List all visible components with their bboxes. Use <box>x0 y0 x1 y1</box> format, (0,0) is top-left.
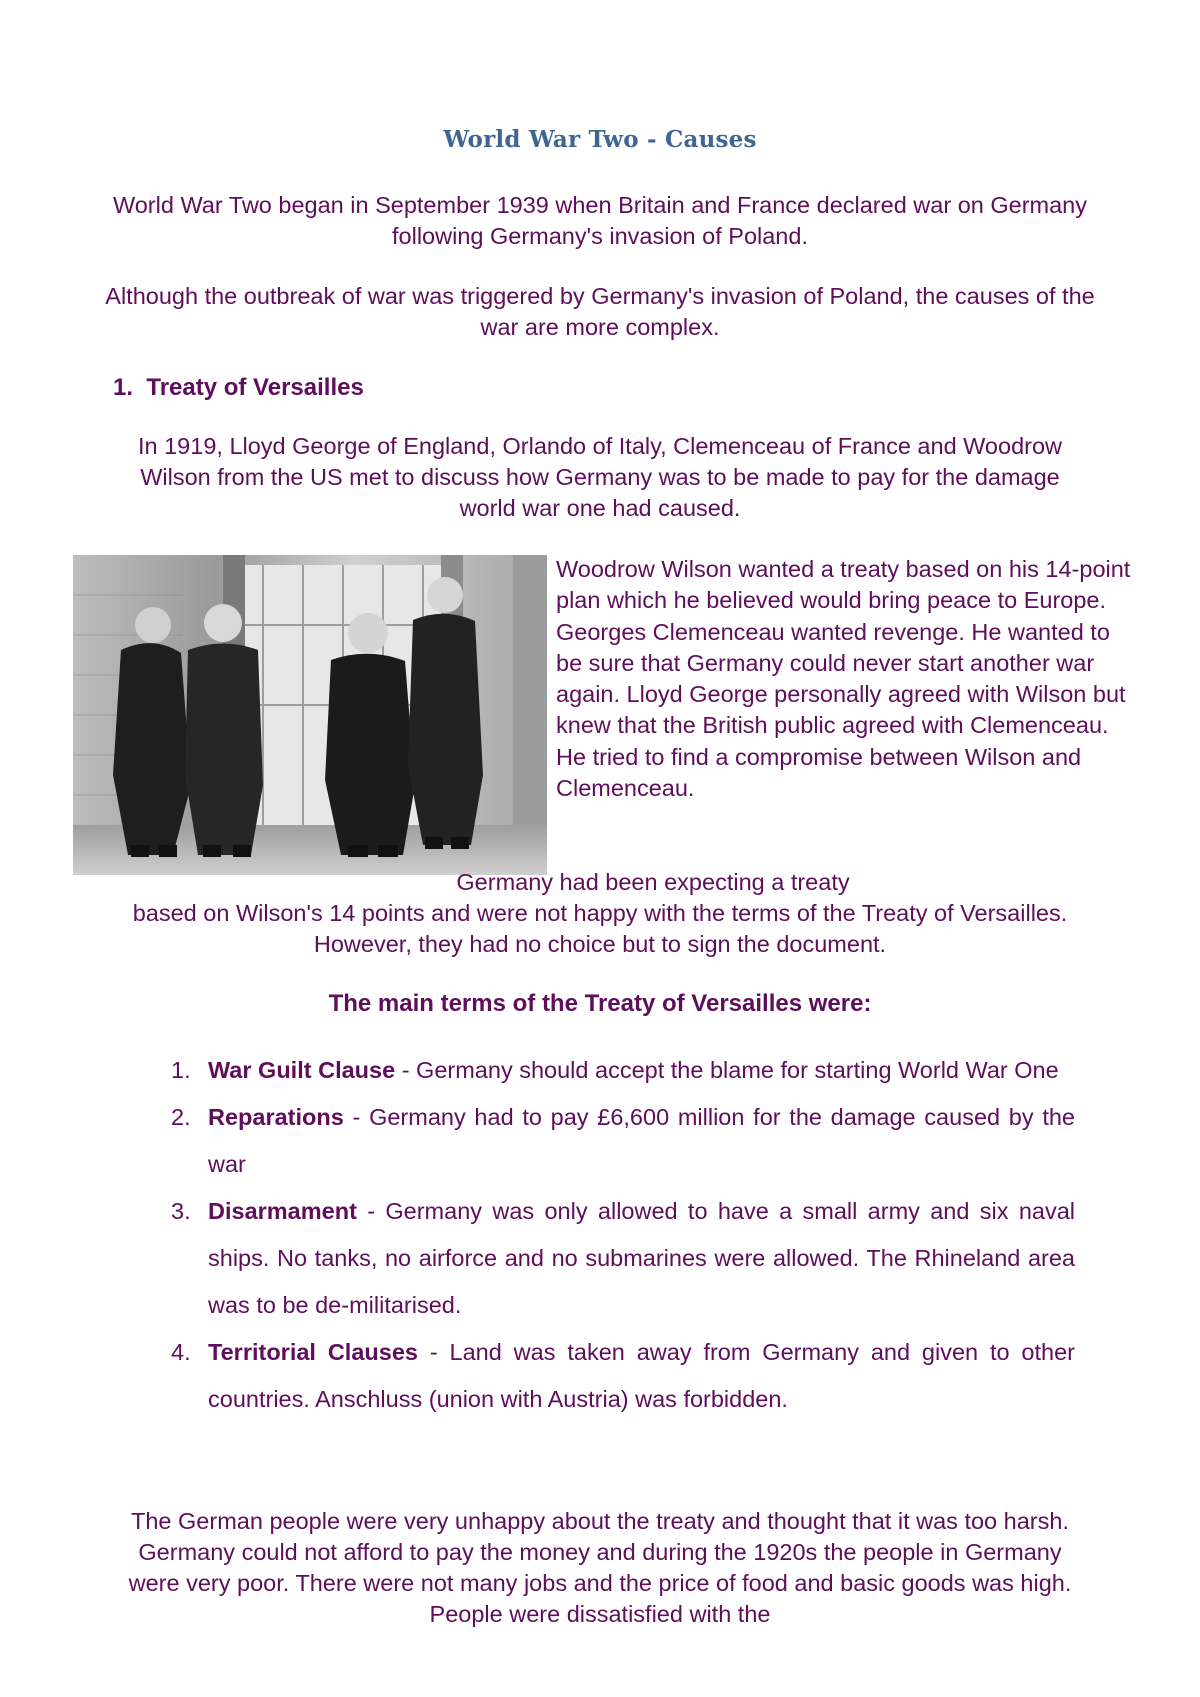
list-item <box>163 1188 1075 1329</box>
list-item-number: 4. <box>171 1339 191 1365</box>
term-name: War Guilt Clause <box>208 1057 396 1083</box>
terms-heading: The main terms of the Treaty of Versailles were: <box>328 990 872 1017</box>
term-name: Territorial Clauses <box>208 1339 418 1365</box>
page-title: World War Two - Causes <box>443 126 757 153</box>
list-item <box>163 1094 1075 1188</box>
wilson-clemenceau-paragraph: Woodrow Wilson wanted a treaty based on his 14-point plan which he believed would bring peace to Europe. Georges Clemenceau wanted revenge. He wanted to be sure that Germany could never start another war again. Lloyd George personally agreed with Wilson but knew that the British public agreed with Clemenceau. He tried to find a compromise between Wilson and Clemenceau. <box>556 556 1131 802</box>
treaty-terms-list <box>163 1047 1075 1423</box>
german-reaction-paragraph: The German people were very unhappy about the treaty and thought that it was too harsh. Germany could not afford to pay the money and during the 1920s the people in Germany were very poor. There were not many jobs and the price of food and basic goods was high. People were dissatisfied with the <box>128 1508 1072 1627</box>
term-description: - Germany had to pay £6,600 million for the damage caused by the war <box>208 1104 1075 1177</box>
intro-paragraph-2: Although the outbreak of war was triggered by Germany's invasion of Poland, the causes of the war are more complex. <box>105 283 1095 340</box>
term-description: - Land was taken away from Germany and given to other countries. Anschluss (union with Austria) was forbidden. <box>208 1339 1075 1412</box>
germany-expectation-paragraph <box>120 867 1080 960</box>
germany-expectation-line1: Germany had been expecting a treaty <box>456 869 850 895</box>
germany-expectation-rest: based on Wilson's 14 points and were not happy with the terms of the Treaty of Versailles. However, they had no choice but to sign the document. <box>132 900 1068 957</box>
list-item <box>163 1047 1075 1094</box>
term-description: - Germany should accept the blame for starting World War One <box>395 1057 1059 1083</box>
intro-paragraph-1: World War Two began in September 1939 when Britain and France declared war on Germany following Germany's invasion of Poland. <box>112 192 1088 249</box>
section-title: Treaty of Versailles <box>146 374 364 401</box>
paragraph-1919-meeting: In 1919, Lloyd George of England, Orlando of Italy, Clemenceau of France and Woodrow Wilson from the US met to discuss how Germany was to be made to pay for the damage world war one had caused. <box>137 433 1063 521</box>
list-item-number: 3. <box>171 1198 191 1224</box>
section-number: 1. <box>113 374 134 401</box>
term-name: Disarmament <box>208 1198 357 1224</box>
list-item <box>163 1329 1075 1423</box>
term-description: - Germany was only allowed to have a small army and six naval ships. No tanks, no airforce and no submarines were allowed. The Rhineland area was to be de-militarised. <box>208 1198 1075 1318</box>
big-four-photo <box>73 555 547 875</box>
section-heading-treaty-of-versailles <box>113 372 364 403</box>
list-item-number: 1. <box>171 1057 191 1083</box>
list-item-number: 2. <box>171 1104 191 1130</box>
term-name: Reparations <box>208 1104 344 1130</box>
